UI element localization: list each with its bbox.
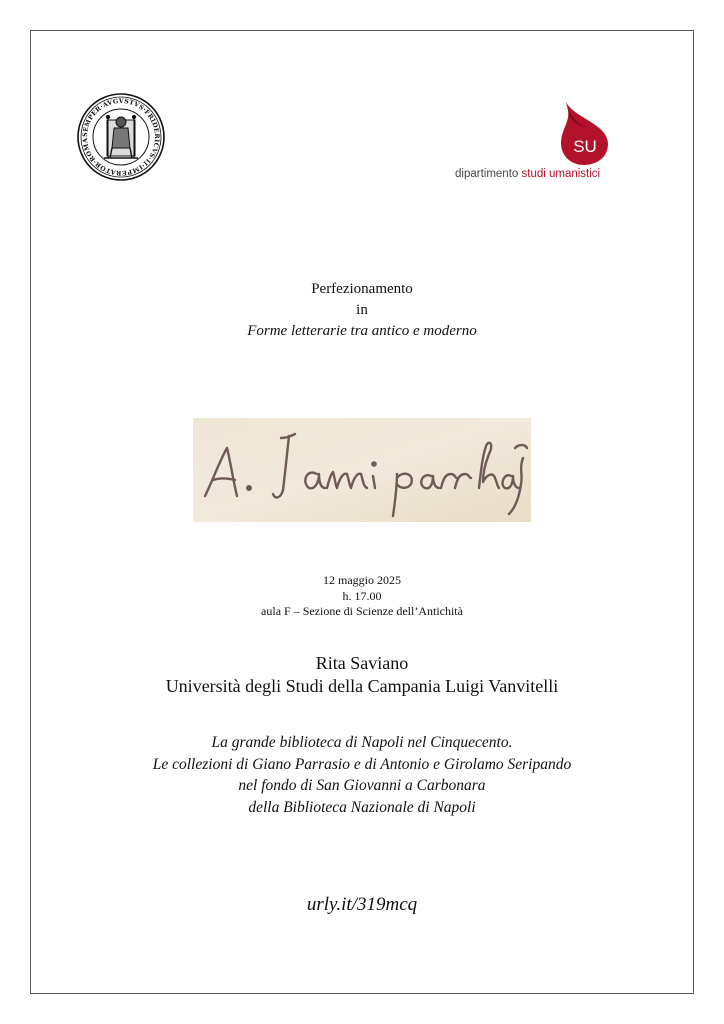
- event-time: h. 17.00: [342, 588, 382, 603]
- speaker-affiliation: Università degli Studi della Campania Luigi Vanvitelli: [165, 676, 559, 696]
- talk-title: [30, 732, 694, 818]
- department-drop-logo-icon: [556, 100, 612, 166]
- speaker-info: [30, 652, 694, 698]
- svg-text:SEMPER·AVGVSTVS·FRIDERICVS·II·: SEMPER·AVGVSTVS·FRIDERICVS·II·IMPERATOR·ROMA: [81, 97, 161, 177]
- event-link[interactable]: urly.it/319mcq: [306, 894, 418, 915]
- talk-title-line: nel fondo di San Giovanni a Carbonara: [238, 777, 486, 794]
- svg-text:SU: SU: [573, 137, 597, 156]
- event-date: 12 maggio 2025: [323, 573, 401, 587]
- event-location: aula F – Sezione di Scienze dell’Antichità: [261, 604, 463, 618]
- department-name: dipartimento studi umanistici: [455, 168, 601, 180]
- talk-title-line: Le collezioni di Giano Parrasio e di Antonio e Girolamo Seripando: [152, 755, 572, 773]
- handwritten-signature-icon: [193, 418, 531, 522]
- course-title: Forme letterarie tra antico e moderno: [247, 323, 477, 339]
- university-seal-icon: [66, 92, 176, 182]
- course-type: Perfezionamento: [311, 281, 413, 297]
- course-connector: in: [356, 302, 368, 318]
- talk-title-line: della Biblioteca Nazionale di Napoli: [248, 798, 476, 816]
- department-logo: [450, 100, 620, 190]
- event-info: [30, 573, 694, 620]
- speaker-name: Rita Saviano: [315, 653, 409, 673]
- talk-title-line: La grande biblioteca di Napoli nel Cinquecento.: [211, 734, 513, 751]
- course-heading: [30, 279, 694, 342]
